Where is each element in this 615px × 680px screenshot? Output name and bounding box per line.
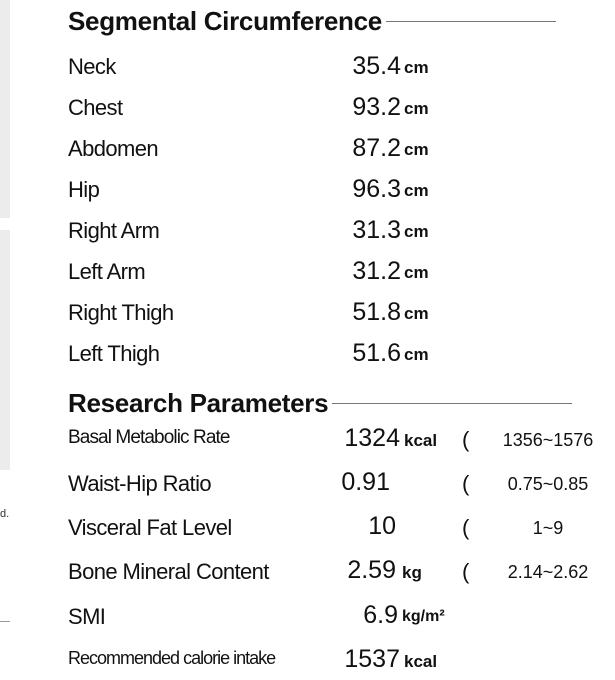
segmental-row-left-arm xyxy=(68,257,448,291)
segmental-circumference-title xyxy=(68,6,556,37)
row-label: Left Thigh xyxy=(68,341,160,366)
row-unit: cm xyxy=(404,181,429,200)
row-unit: kcal xyxy=(404,652,438,671)
row-unit: cm xyxy=(404,99,429,118)
research-row-basal-metabolic-rate xyxy=(68,424,608,458)
row-label: Hip xyxy=(68,177,100,202)
row-unit: cm xyxy=(404,304,429,323)
row-value: 2.59 xyxy=(347,556,396,584)
row-label: Chest xyxy=(68,95,123,120)
research-row-waist-hip-ratio xyxy=(68,468,608,502)
row-value: 51.8 xyxy=(352,298,401,326)
row-label: Waist-Hip Ratio xyxy=(68,471,211,496)
research-parameters-title xyxy=(68,388,572,419)
row-value: 51.6 xyxy=(352,339,401,367)
row-value: 93.2 xyxy=(352,93,401,121)
range-open-paren: ( xyxy=(462,559,470,584)
left-edge-divider xyxy=(0,621,10,622)
section-title-rule xyxy=(386,21,556,22)
row-value: 31.2 xyxy=(352,257,401,285)
range-open-paren: ( xyxy=(462,427,470,452)
section-title-rule xyxy=(332,403,572,404)
segmental-row-neck xyxy=(68,52,448,86)
segmental-row-abdomen xyxy=(68,134,448,168)
row-label: Left Arm xyxy=(68,259,146,284)
section-title-text: Segmental Circumference xyxy=(68,6,382,36)
left-panel-edge xyxy=(0,0,10,218)
row-unit: cm xyxy=(404,263,429,282)
research-row-recommended-calorie-intake xyxy=(68,645,608,679)
row-value: 87.2 xyxy=(352,134,401,162)
row-label: SMI xyxy=(68,604,106,629)
row-unit: cm xyxy=(404,345,429,364)
segmental-row-left-thigh xyxy=(68,339,448,373)
row-reference-range: 2.14~2.62 xyxy=(507,562,589,582)
row-unit: cm xyxy=(404,140,429,159)
row-unit: cm xyxy=(404,222,429,241)
segmental-row-chest xyxy=(68,93,448,127)
row-value: 1324 xyxy=(344,424,400,452)
row-value: 96.3 xyxy=(352,175,401,203)
row-reference-range: 0.75~0.85 xyxy=(507,474,589,494)
row-unit: cm xyxy=(404,58,429,77)
research-row-bone-mineral-content xyxy=(68,556,608,590)
row-reference-range: 1~9 xyxy=(532,518,564,538)
row-label: Right Arm xyxy=(68,218,160,243)
section-title-text: Research Parameters xyxy=(68,388,329,418)
range-open-paren: ( xyxy=(462,471,470,496)
row-label: Visceral Fat Level xyxy=(68,515,232,540)
research-row-smi xyxy=(68,601,608,635)
row-label: Right Thigh xyxy=(68,300,174,325)
range-open-paren: ( xyxy=(462,515,470,540)
left-panel-edge xyxy=(0,230,10,470)
row-label: Neck xyxy=(68,54,116,79)
row-value: 31.3 xyxy=(352,216,401,244)
segmental-row-right-arm xyxy=(68,216,448,250)
row-unit: kg/m² xyxy=(402,608,445,625)
segmental-row-hip xyxy=(68,175,448,209)
row-unit: kg xyxy=(402,563,422,582)
row-value: 0.91 xyxy=(341,468,390,496)
left-edge-text-fragment: d. xyxy=(0,508,10,520)
row-label: Bone Mineral Content xyxy=(68,559,269,584)
row-value: 6.9 xyxy=(363,601,398,629)
row-value: 10 xyxy=(368,512,396,540)
row-value: 1537 xyxy=(344,645,400,673)
segmental-row-right-thigh xyxy=(68,298,448,332)
row-value: 35.4 xyxy=(352,52,401,80)
research-row-visceral-fat-level xyxy=(68,512,608,546)
row-label: Abdomen xyxy=(68,136,158,161)
row-label: Recommended calorie intake xyxy=(68,648,276,668)
row-label: Basal Metabolic Rate xyxy=(68,427,230,448)
row-unit: kcal xyxy=(404,431,438,450)
row-reference-range: 1356~1576 xyxy=(502,430,594,450)
